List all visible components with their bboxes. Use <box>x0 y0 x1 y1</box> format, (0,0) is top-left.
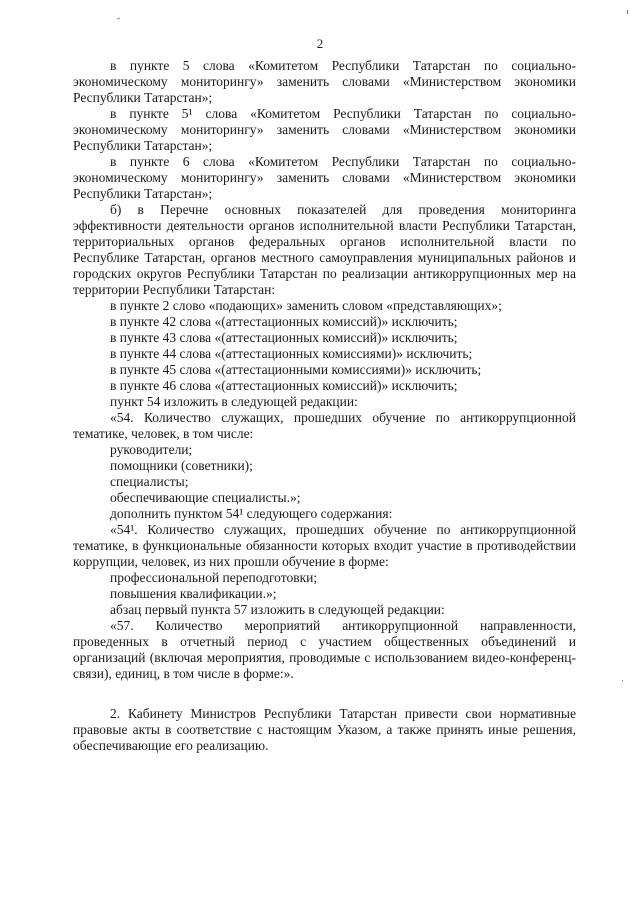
scan-mark <box>627 10 628 14</box>
paragraph: «54. Количество служащих, прошедших обучение по антикоррупционной тематике, человек, в том числе: <box>73 410 576 441</box>
paragraph: руководители; <box>110 442 193 457</box>
paragraph: б) в Перечне основных показателей для проведения мониторинга эффективности деятельности органов исполнительной власти Республики Татарстан, территориальных органов федеральных органов исполнительной власти по Республике Татарстан, органов местного самоуправления муниципальных районов и городских округов Республики Татарстан по реализации антикоррупционных мер на территории Республики Татарстан: <box>73 202 576 297</box>
paragraph: помощники (советники); <box>110 458 253 473</box>
paragraph: в пункте 42 слова «(аттестационных комиссий)» исключить; <box>110 314 458 329</box>
paragraph: в пункте 5 слова «Комитетом Республики Татарстан по социально-экономическому мониторингу» заменить словами «Министерством экономики Республики Татарстан»; <box>73 58 576 105</box>
paragraph: в пункте 43 слова «(аттестационных комиссий)» исключить; <box>110 330 458 345</box>
paragraph: повышения квалификации.»; <box>110 586 277 601</box>
paragraph: профессиональной переподготовки; <box>110 570 318 585</box>
paragraph: в пункте 6 слова «Комитетом Республики Татарстан по социально-экономическому мониторингу» заменить словами «Министерством экономики Республики Татарстан»; <box>73 154 576 201</box>
paragraph: пункт 54 изложить в следующей редакции: <box>110 394 358 409</box>
paragraph: специалисты; <box>110 474 189 489</box>
paragraph: 2. Кабинету Министров Республики Татарстан привести свои нормативные правовые акты в соответствие с настоящим Указом, а также принять иные решения, обеспечивающие его реализацию. <box>73 706 576 753</box>
scan-mark <box>622 680 623 681</box>
paragraph: «57. Количество мероприятий антикоррупционной направленности, проведенных в отчетный период с участием общественных объединений и организаций (включая мероприятия, проводимые с использованием видео-конференц-связи), единиц, в том числе в форме:». <box>73 618 576 681</box>
paragraph: обеспечивающие специалисты.»; <box>110 490 301 505</box>
paragraph: в пункте 45 слова «(аттестационными комиссиями)» исключить; <box>110 362 482 377</box>
paragraph: в пункте 2 слово «подающих» заменить словом «представляющих»; <box>110 298 502 313</box>
paragraph: в пункте 46 слова «(аттестационных комиссий)» исключить; <box>110 378 458 393</box>
paragraph: в пункте 44 слова «(аттестационных комиссиями)» исключить; <box>110 346 473 361</box>
document-body <box>73 58 576 754</box>
scan-mark <box>117 17 120 19</box>
paragraph: абзац первый пункта 57 изложить в следующей редакции: <box>110 602 445 617</box>
page-number: 2 <box>316 36 324 51</box>
paragraph: «54¹. Количество служащих, прошедших обучение по антикоррупционной тематике, в функциональные обязанности которых входит участие в противодействии коррупции, человек, из них прошли обучение в форме: <box>73 522 576 569</box>
paragraph: в пункте 5¹ слова «Комитетом Республики Татарстан по социально-экономическому мониторингу» заменить словами «Министерством экономики Республики Татарстан»; <box>73 106 576 153</box>
paragraph: дополнить пунктом 54¹ следующего содержания: <box>110 506 393 521</box>
